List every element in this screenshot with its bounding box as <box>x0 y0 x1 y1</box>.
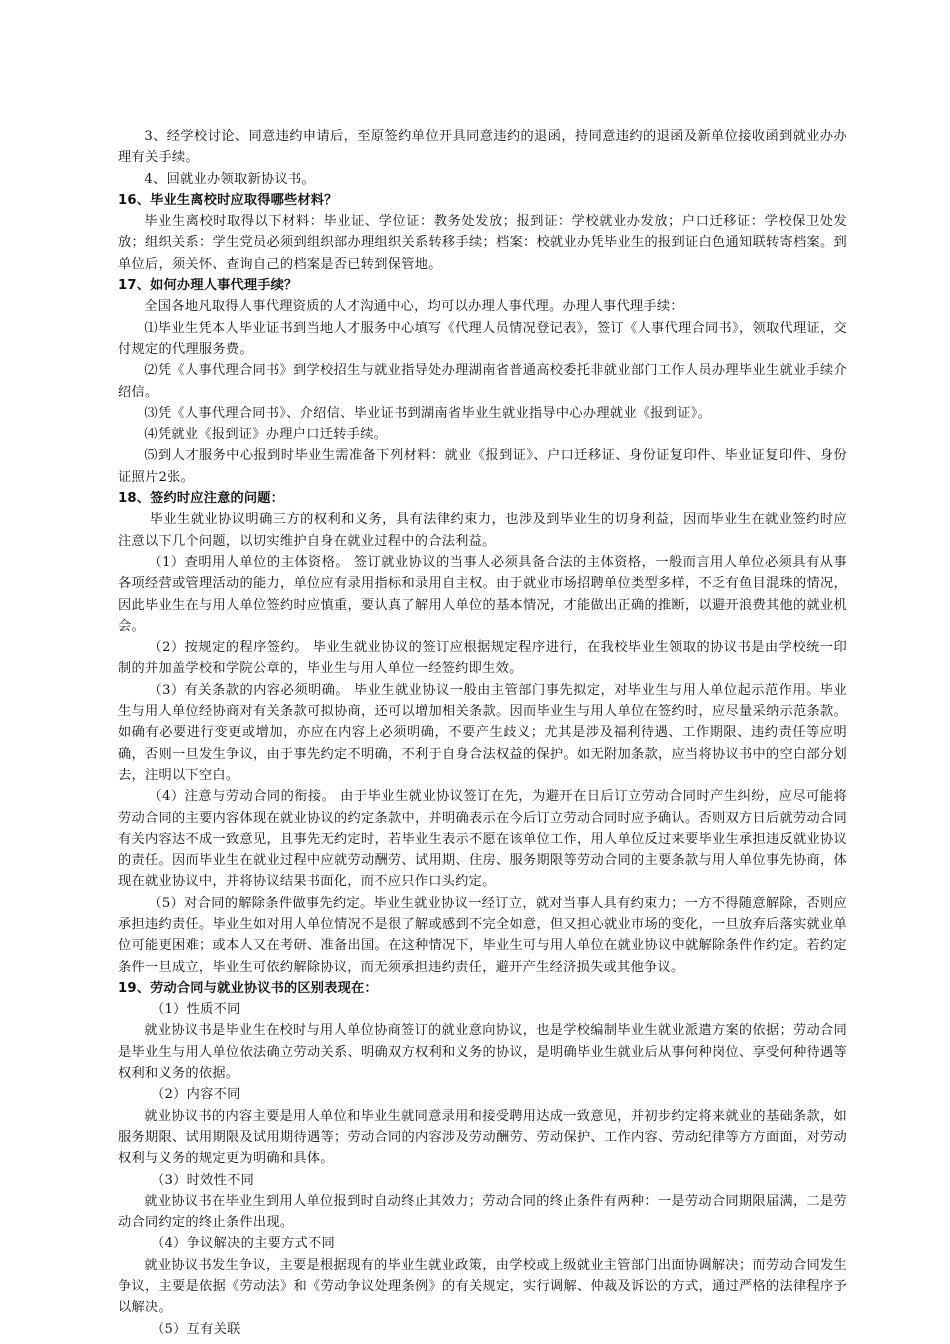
body-paragraph: 全国各地凡取得人事代理资质的人才沟通中心，均可以办理人事代理。办理人事代理手续： <box>144 299 684 315</box>
body-paragraph: （5）对合同的解除条件做事先约定。毕业生就业协议一经订立，就对当事人具有约束力；一方不得随意解除，否则应承担违约责任。毕业生如对用人单位情况不是很了解或感到不完全如意，但又担心就业市场的变化，一旦放弃后落实就业单位可能更困难；或本人又在考研、准备出国。在这种情况下，毕业生可与用人单位在就业协议中就解除条件作约定。若约定条件一旦成立，毕业生可依约解除协议，而无须承担违约责任，避开产生经济损失或其他争议。 <box>118 895 847 975</box>
body-paragraph: （3）有关条款的内容必须明确。 毕业生就业协议一般由主管部门事先拟定，对毕业生与用人单位起示范作用。毕业生与用人单位经协商对有关条款可拟协商，还可以增加相关条款。因而毕业生与用人单位在签约时，应尽量采纳示范条款。如确有必要进行变更或增加，亦应在内容上必须明确，不要产生歧义；尤其是涉及福利待遇、工作期限、违约责任等应明确，否则一旦发生争议，由于事先约定不明确，不利于自身合法权益的保护。如无附加条款，应当将协议书中的空白部分划去，注明以下空白。 <box>118 682 847 783</box>
body-paragraph: ⑴毕业生凭本人毕业证书到当地人才服务中心填写《代理人员情况登记表》，签订《人事代理合同书》，领取代理证，交付规定的代理服务费。 <box>118 320 847 357</box>
section-heading: 18、签约时应注意的问题： <box>118 491 285 507</box>
body-paragraph: （4）注意与劳动合同的衔接。 由于毕业生就业协议签订在先，为避开在日后订立劳动合同时产生纠纷，应尽可能将劳动合同的主要内容体现在就业协议的约定条款中，并明确表示在今后订立劳动合同时应予确认。否则双方日后就劳动合同有关内容达不成一致意见，且事先无约定时，若毕业生表示不愿在该单位工作，用人单位反过来要毕业生承担违反就业协议的责任。因而毕业生在就业过程中应就劳动酬劳、试用期、住房、服务期限等劳动合同的主要条款与用人单位事先协商，体现在就业协议中，并将协议结果书面化，而不应只作口头约定。 <box>118 789 847 890</box>
body-paragraph: ⑷凭就业《报到证》办理户口迁转手续。 <box>144 427 388 443</box>
section-heading: 19、劳动合同与就业协议书的区别表现在： <box>118 980 378 996</box>
body-paragraph: 4、回就业办领取新协议书。 <box>144 171 315 187</box>
body-paragraph: 就业协议书是毕业生在校时与用人单位协商签订的就业意向协议，也是学校编制毕业生就业派遣方案的依据；劳动合同是毕业生与用人单位依法确立劳动关系、明确双方权利和义务的协议，是明确毕业生就业后从事何种岗位、享受何种待遇等权利和义务的依据。 <box>118 1023 847 1082</box>
body-paragraph: ⑵凭《人事代理合同书》到学校招生与就业指导处办理湖南省普通高校委托非就业部门工作人员办理毕业生就业手续介绍信。 <box>118 363 847 400</box>
body-paragraph: 就业协议书的内容主要是用人单位和毕业生就同意录用和接受聘用达成一致意见，并初步约定将来就业的基础条款，如服务期限、试用期限及试用期待遇等；劳动合同的内容涉及劳动酬劳、劳动保护、工作内容、劳动纪律等方方面面，对劳动权利与义务的规定更为明确和具体。 <box>118 1108 847 1167</box>
body-paragraph: 3、经学校讨论、同意违约申请后，至原签约单位开具同意违约的退函，持同意违约的退函及新单位接收函到就业办办理有关手续。 <box>118 129 847 166</box>
subsection-heading: （5）互有关联 <box>151 1321 241 1337</box>
section-heading: 17、如何办理人事代理手续？ <box>118 278 298 294</box>
subsection-heading: （2）内容不同 <box>151 1087 241 1103</box>
body-paragraph: ⑸到人才服务中心报到时毕业生需准备下列材料：就业《报到证》、户口迁移证、身份证复印件、毕业证复印件、身份证照片2张。 <box>118 448 847 485</box>
subsection-heading: （1）性质不同 <box>151 1002 241 1018</box>
body-paragraph: ⑶凭《人事代理合同书》、介绍信、毕业证书到湖南省毕业生就业指导中心办理就业《报到证》。 <box>144 405 712 421</box>
subsection-heading: （4）争议解决的主要方式不同 <box>151 1236 336 1252</box>
body-paragraph: 就业协议书在毕业生到用人单位报到时自动终止其效力；劳动合同的终止条件有两种：一是劳动合同期限届满，二是劳动合同约定的终止条件出现。 <box>118 1193 847 1231</box>
body-paragraph: （2）按规定的程序签约。 毕业生就业协议的签订应根据规定程序进行，在我校毕业生领取的协议书是由学校统一印制的并加盖学校和学院公章的，毕业生与用人单位一经签约即生效。 <box>118 640 847 677</box>
body-paragraph: 就业协议书发生争议，主要是根据现有的毕业生就业政策，由学校或上级就业主管部门出面协调解决；而劳动合同发生争议，主要是依据《劳动法》和《劳动争议处理条例》的有关规定，实行调解、仲裁及诉讼的方式，通过严格的法律程序予以解决。 <box>118 1257 847 1316</box>
subsection-heading: （3）时效性不同 <box>151 1172 255 1188</box>
body-paragraph: 毕业生离校时取得以下材料：毕业证、学位证：教务处发放；报到证：学校就业办发放；户口迁移证：学校保卫处发放；组织关系：学生党员必须到组织部办理组织关系转移手续；档案：校就业办凭毕业生的报到证白色通知联转寄档案。到单位后，须关怀、查询自己的档案是否已转到保管地。 <box>118 214 847 272</box>
section-heading: 16、毕业生离校时应取得哪些材料？ <box>118 192 338 208</box>
body-paragraph: 毕业生就业协议明确三方的权利和义务，具有法律约束力，也涉及到毕业生的切身利益，因而毕业生在就业签约时应注意以下几个问题，以切实维护自身在就业过程中的合法利益。 <box>118 512 847 549</box>
body-paragraph: （1）查明用人单位的主体资格。 签订就业协议的当事人必须具备合法的主体资格，一般而言用人单位必须具有从事各项经营或管理活动的能力，单位应有录用指标和录用自主权。由于就业市场招聘单位类型多样，不乏有鱼目混珠的情况，因此毕业生在与用人单位签约时应慎重，要认真了解用人单位的基本情况，才能做出正确的推断，以避开浪费其他的就业机会。 <box>118 554 847 634</box>
